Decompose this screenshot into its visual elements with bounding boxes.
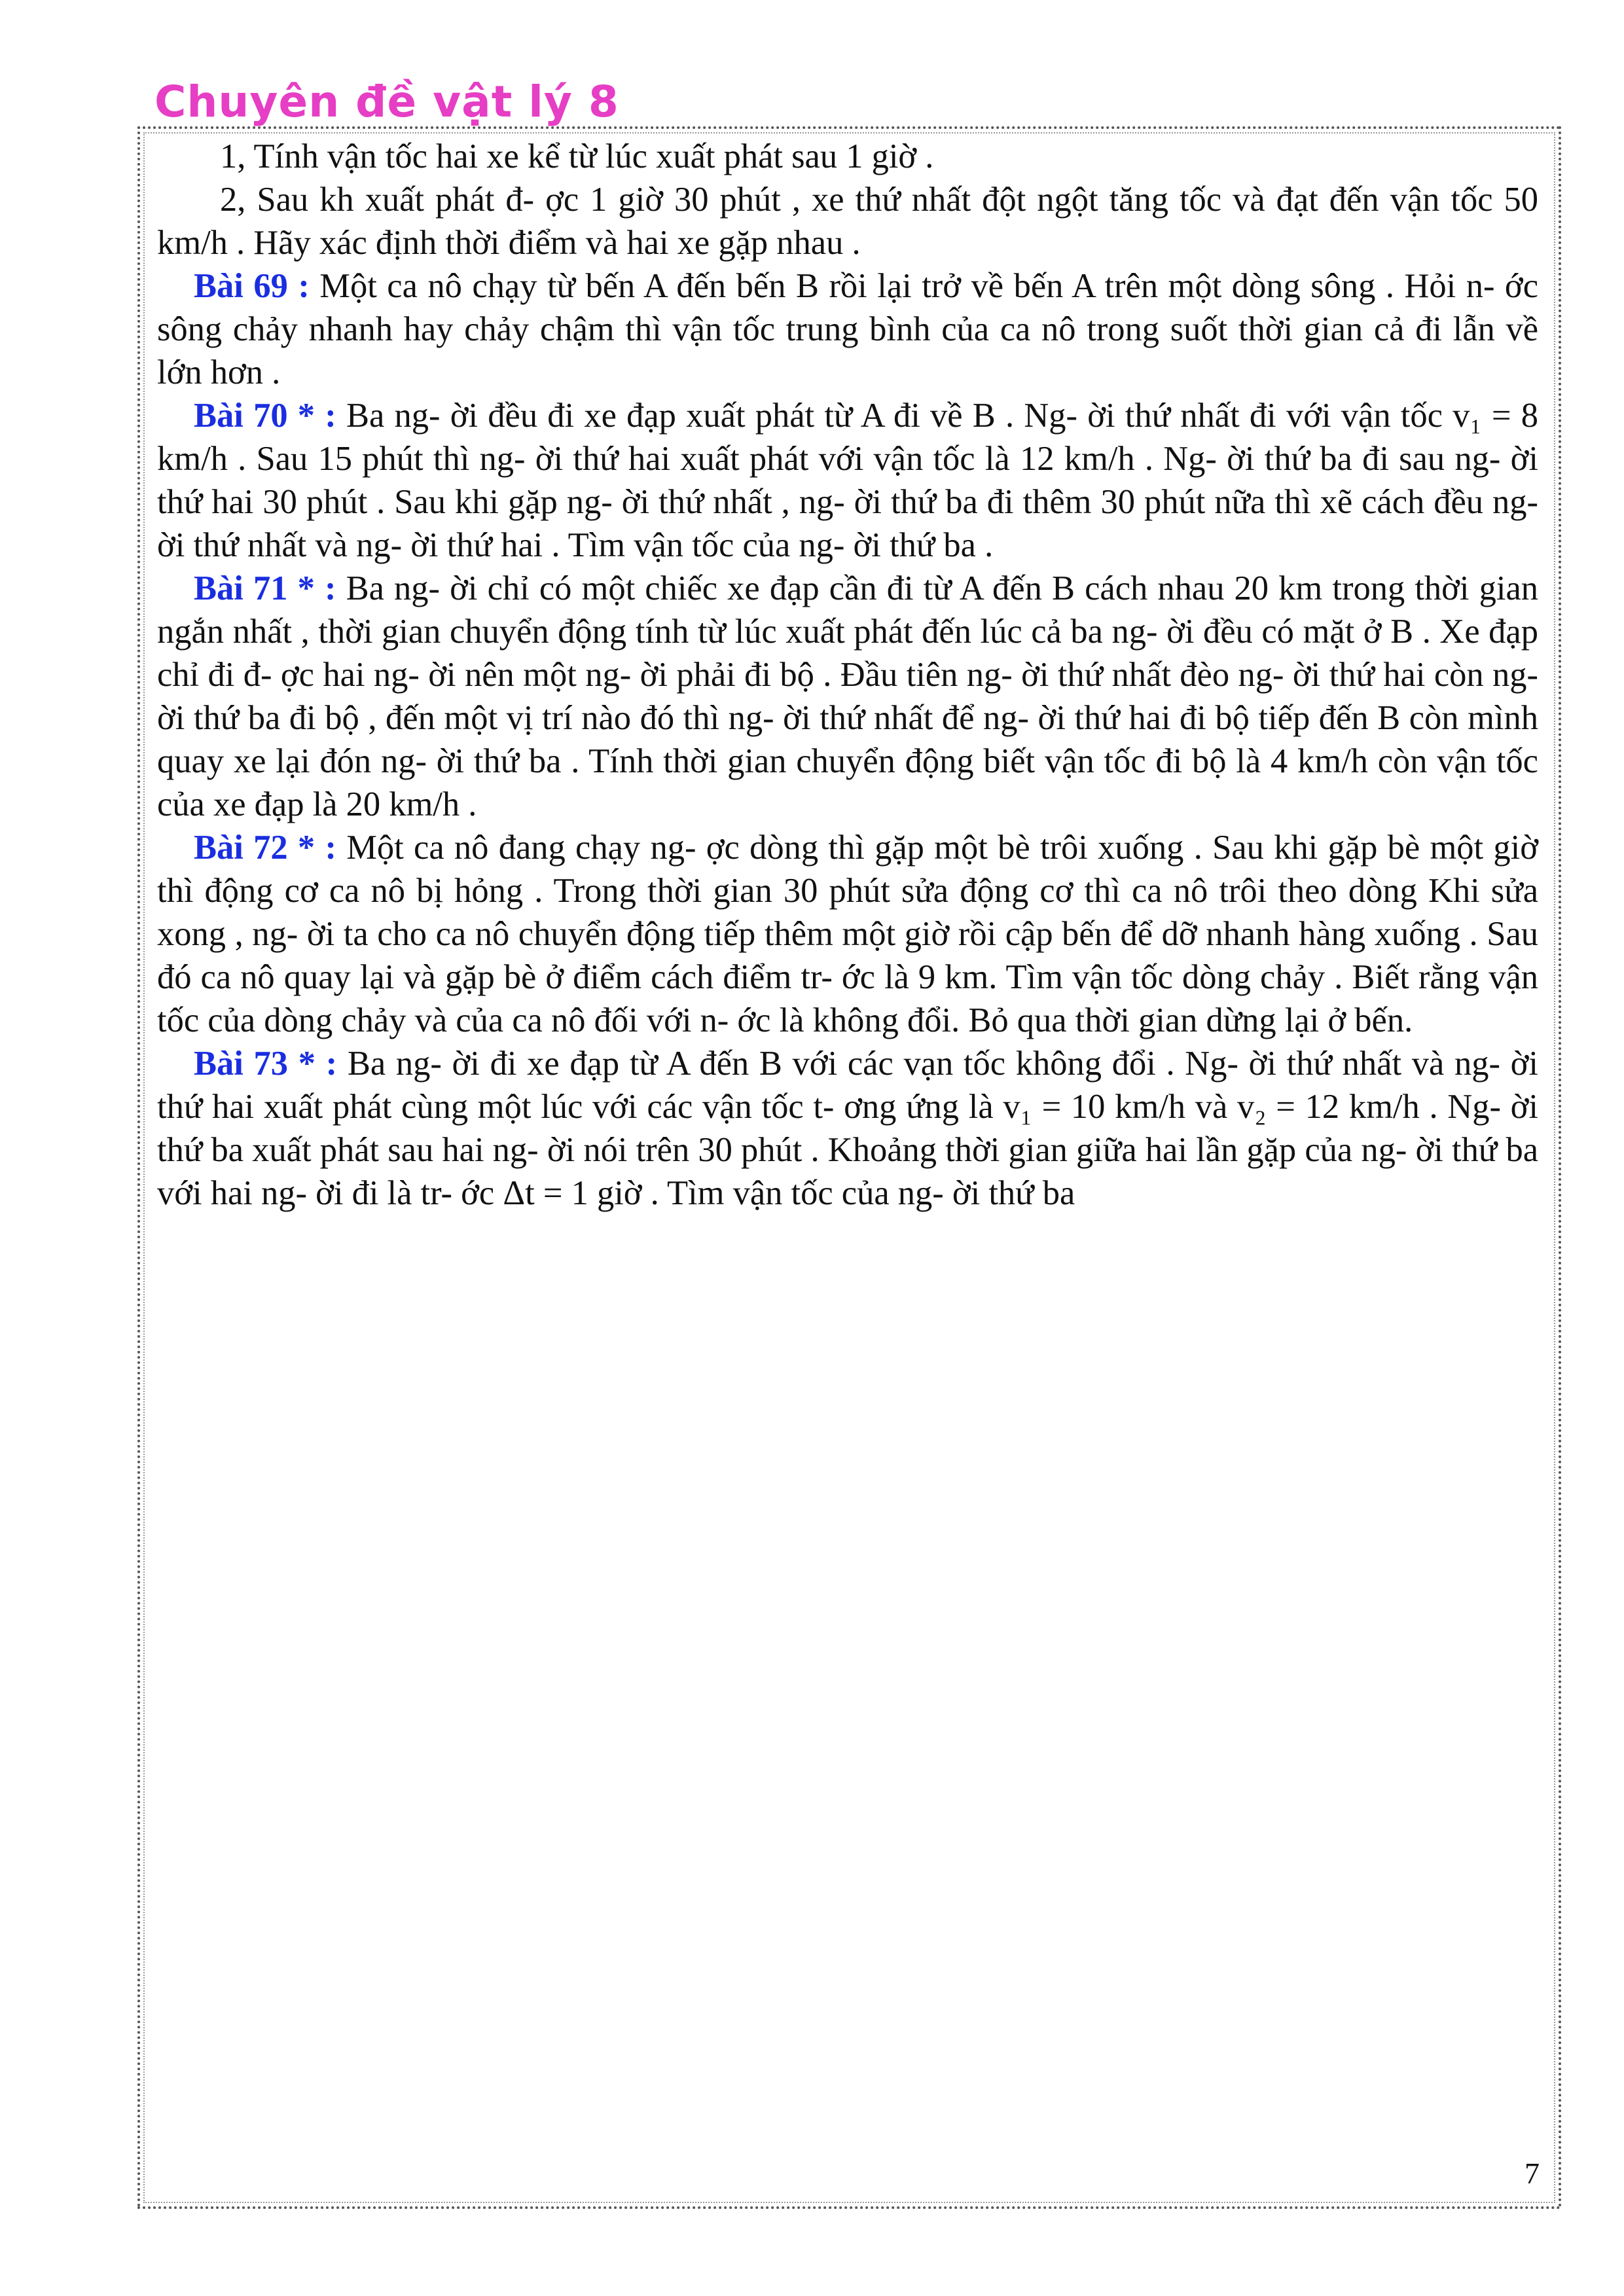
- exercise-69: [157, 264, 1538, 394]
- exercise-text: Ba ng- ời đều đi xe đạp xuất phát từ A đi về B . Ng- ời thứ nhất đi với vận tốc v₁ = 8 km/h . Sau 15 phút thì ng- ời thứ hai xuất phát với vận tốc là 12 km/h . Ng- ời thứ ba đi sau ng- ời thứ hai 30 phút . Sau khi gặp ng- ời thứ nhất , ng- ời thứ ba đi thêm 30 phút nữa thì xẽ cách đều ng- ời thứ nhất và ng- ời thứ hai . Tìm vận tốc của ng- ời thứ ba .: [157, 397, 1538, 564]
- exercise-text: Một ca nô đang chạy ng- ợc dòng thì gặp một bè trôi xuống . Sau khi gặp bè một giờ thì động cơ ca nô bị hỏng . Trong thời gian 30 phút sửa động cơ thì ca nô trôi theo dòng Khi sửa xong , ng- ời ta cho ca nô chuyển động tiếp thêm một giờ rồi cập bến để dỡ nhanh hàng xuống . Sau đó ca nô quay lại và gặp bè ở điểm cách điểm tr- ớc là 9 km. Tìm vận tốc dòng chảy . Biết rằng vận tốc của dòng chảy và của ca nô đối với n- ớc là không đổi. Bỏ qua thời gian dừng lại ở bến.: [157, 829, 1538, 1039]
- sub-question-text: 2, Sau kh xuất phát đ- ợc 1 giờ 30 phút , xe thứ nhất đột ngột tăng tốc và đạt đến vận tốc 50 km/h . Hãy xác định thời điểm và hai xe gặp nhau .: [157, 181, 1538, 262]
- sub-question-2: [157, 178, 1538, 264]
- exercise-label: Bài 69 :: [194, 267, 310, 305]
- exercise-70: [157, 394, 1538, 567]
- exercise-text: Một ca nô chạy từ bến A đến bến B rồi lại trở về bến A trên một dòng sông . Hỏi n- ớc sông chảy nhanh hay chảy chậm thì vận tốc trung bình của ca nô trong suốt thời gian cả đi lẫn về lớn hơn .: [157, 267, 1538, 391]
- exercise-label: Bài 71 * :: [194, 569, 336, 607]
- exercise-71: [157, 567, 1538, 826]
- exercise-label: Bài 72 * :: [194, 829, 336, 867]
- exercise-72: [157, 826, 1538, 1042]
- exercise-label: Bài 73 * :: [194, 1045, 338, 1083]
- header-title: Chuyên đề vật lý 8: [154, 77, 619, 127]
- content: [157, 135, 1538, 1215]
- sub-question-text: 1, Tính vận tốc hai xe kể từ lúc xuất phát sau 1 giờ .: [220, 137, 934, 175]
- exercise-text: Ba ng- ời chỉ có một chiếc xe đạp cần đi từ A đến B cách nhau 20 km trong thời gian ngắn nhất , thời gian chuyển động tính từ lúc xuất phát đến lúc cả ba ng- ời đều có mặt ở B . Xe đạp chỉ đi đ- ợc hai ng- ời nên một ng- ời phải đi bộ . Đầu tiên ng- ời thứ nhất đèo ng- ời thứ hai còn ng- ời thứ ba đi bộ , đến một vị trí nào đó thì ng- ời thứ nhất để ng- ời thứ hai đi bộ tiếp đến B còn mình quay xe lại đón ng- ời thứ ba . Tính thời gian chuyển động biết vận tốc đi bộ là 4 km/h còn vận tốc của xe đạp là 20 km/h .: [157, 569, 1539, 823]
- sub-question-1: [157, 135, 1538, 178]
- exercise-text: Ba ng- ời đi xe đạp từ A đến B với các vạn tốc không đổi . Ng- ời thứ nhất và ng- ời thứ hai xuất phát cùng một lúc với các vận tốc t- ơng ứng là v₁ = 10 km/h và v₂ = 12 km/h . Ng- ời thứ ba xuất phát sau hai ng- ời nói trên 30 phút . Khoảng thời gian giữa hai lần gặp của ng- ời thứ ba với hai ng- ời đi là tr- ớc Δt = 1 giờ . Tìm vận tốc của ng- ời thứ ba: [157, 1045, 1538, 1212]
- exercise-73: [157, 1042, 1538, 1215]
- exercise-label: Bài 70 * :: [194, 397, 336, 435]
- page-number: 7: [1525, 2157, 1540, 2190]
